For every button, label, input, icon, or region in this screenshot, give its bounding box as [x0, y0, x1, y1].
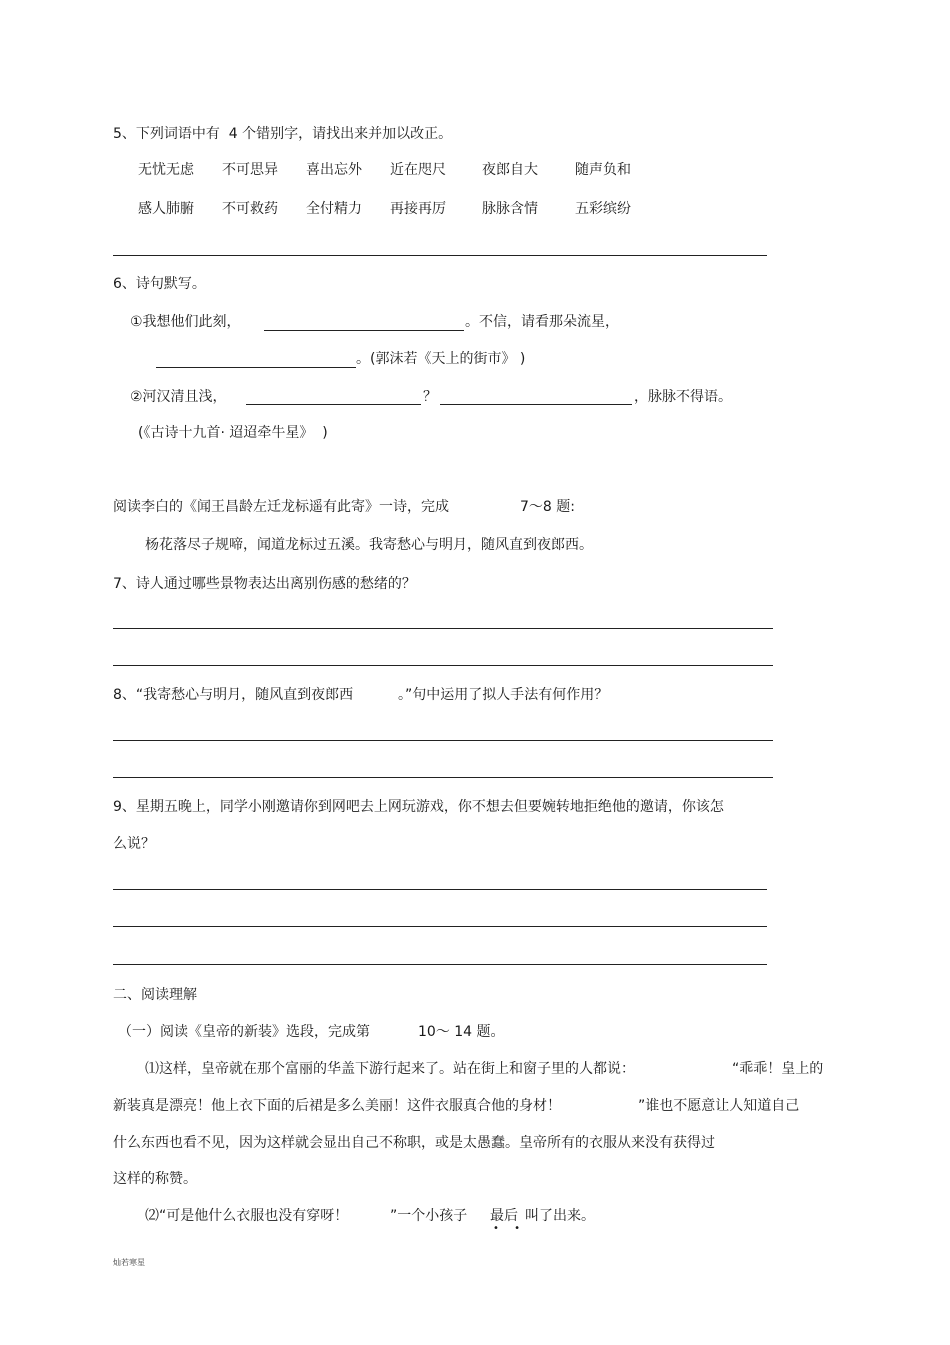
q5-word: 脉脉含情 — [482, 201, 538, 217]
q5-word: 随声负和 — [575, 162, 631, 178]
q6-blank-4[interactable] — [440, 404, 632, 405]
q6-blank-3[interactable] — [246, 404, 421, 405]
poem-intro: 阅读李白的《闻王昌龄左迁龙标遥有此寄》一诗，完成 — [113, 499, 449, 515]
q5-stem: 5、下列词语中有 4 个错别字，请找出来并加以改正。 — [113, 126, 453, 142]
poem-intro-range: 7～8 题: — [520, 499, 575, 515]
section-title: 二、阅读理解 — [113, 987, 197, 1003]
passage-p2-emphasis: 最后 — [490, 1208, 518, 1224]
q9-answer-line[interactable] — [113, 964, 767, 965]
q5-word: 全付精力 — [306, 201, 362, 217]
q6-blank-2[interactable] — [156, 367, 356, 368]
q6-line3-question: ？ — [423, 389, 437, 405]
q9-stem-line2: 么说？ — [113, 836, 155, 852]
section-subtitle: （一）阅读《皇帝的新装》选段，完成第 — [118, 1024, 370, 1040]
q6-line1-tail: 。不信，请看那朵流星， — [465, 314, 619, 330]
q6-blank-1[interactable] — [264, 330, 464, 331]
q6-line3-text: ②河汉清且浅， — [130, 389, 227, 405]
footer-note: 灿若寒星 — [113, 1258, 145, 1267]
passage-p1-line3: 什么东西也看不见，因为这样就会显出自己不称职，或是太愚蠢。皇帝所有的衣服从来没有获得过 — [113, 1135, 715, 1151]
q5-word: 五彩缤纷 — [575, 201, 631, 217]
q7-answer-line[interactable] — [113, 628, 773, 629]
q7-stem: 7、诗人通过哪些景物表达出离别伤感的愁绪的？ — [113, 576, 416, 592]
q6-line1-text: ①我想他们此刻， — [130, 314, 241, 330]
q6-line4-source: (《古诗十九首· 迢迢牵牛星》 ) — [138, 425, 328, 441]
passage-p1-line2-tail: ”谁也不愿意让人知道自己 — [638, 1098, 800, 1114]
passage-p2-mid: ”一个小孩子 — [390, 1208, 468, 1224]
passage-p1-line4: 这样的称赞。 — [113, 1171, 197, 1187]
q6-stem: 6、诗句默写。 — [113, 276, 206, 292]
q7-answer-line[interactable] — [113, 665, 773, 666]
poem-text: 杨花落尽子规啼，闻道龙标过五溪。我寄愁心与明月，随风直到夜郎西。 — [145, 537, 593, 553]
q5-word: 喜出忘外 — [306, 162, 362, 178]
q9-answer-line[interactable] — [113, 926, 767, 927]
passage-p1-line2: 新装真是漂亮！他上衣下面的后裙是多么美丽！这件衣服真合他的身材！ — [113, 1098, 561, 1114]
q9-answer-line[interactable] — [113, 889, 767, 890]
passage-p1-line1: ⑴这样，皇帝就在那个富丽的华盖下游行起来了。站在街上和窗子里的人都说： — [145, 1061, 635, 1077]
section-subtitle-range: 10～ 14 题。 — [418, 1024, 505, 1040]
q8-answer-line[interactable] — [113, 777, 773, 778]
passage-p1-line1-quote: “乖乖！皇上的 — [732, 1061, 824, 1077]
emphasis-dots: • • — [493, 1223, 526, 1234]
q5-word: 不可救药 — [222, 201, 278, 217]
q5-word: 近在咫尺 — [390, 162, 446, 178]
q5-word: 再接再厉 — [390, 201, 446, 217]
q5-word: 不可思异 — [222, 162, 278, 178]
passage-p2-tail: 叫了出来。 — [525, 1208, 595, 1224]
q8-stem: 8、“我寄愁心与明月，随风直到夜郎西 — [113, 687, 354, 703]
q5-word: 夜郎自大 — [482, 162, 538, 178]
q9-stem-line1: 9、星期五晚上，同学小刚邀请你到网吧去上网玩游戏，你不想去但要婉转地拒绝他的邀请，你该怎 — [113, 799, 724, 815]
q8-answer-line[interactable] — [113, 740, 773, 741]
q6-line2-source: 。(郭沫若《天上的街市》 ) — [356, 351, 526, 367]
q5-word: 感人肺腑 — [138, 201, 194, 217]
q5-answer-line[interactable] — [113, 255, 767, 256]
q5-word: 无忧无虑 — [138, 162, 194, 178]
passage-p2: ⑵“可是他什么衣服也没有穿呀！ — [145, 1208, 349, 1224]
q6-line3-tail: ，脉脉不得语。 — [634, 389, 732, 405]
q8-stem-tail: 。”句中运用了拟人手法有何作用？ — [398, 687, 609, 703]
